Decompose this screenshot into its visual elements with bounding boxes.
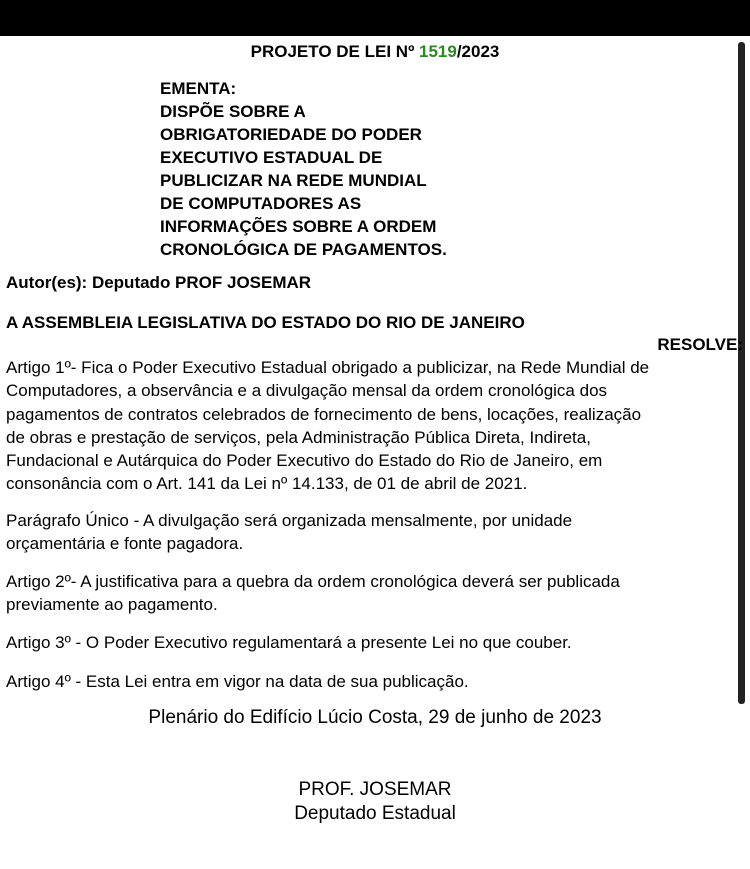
- signature-name: PROF. JOSEMAR: [298, 779, 452, 800]
- top-black-bar: [0, 0, 750, 36]
- ementa-line: CRONOLÓGICA DE PAGAMENTOS.: [160, 240, 447, 259]
- article-line: Artigo 2º- A justificativa para a quebra da ordem cronológica deverá ser publicada: [6, 572, 620, 591]
- article-line: orçamentária e fonte pagadora.: [6, 534, 244, 554]
- ementa-line: DISPÕE SOBRE A: [160, 102, 306, 121]
- article-3: [6, 631, 738, 654]
- assembly-heading: A ASSEMBLEIA LEGISLATIVA DO ESTADO DO RIO DE JANEIRO: [6, 313, 525, 332]
- ementa-line: INFORMAÇÕES SOBRE A ORDEM: [160, 217, 437, 236]
- paragrafo-unico: [6, 509, 738, 556]
- resolve-label: RESOLVE:: [657, 335, 743, 354]
- ementa-label: EMENTA:: [160, 79, 237, 98]
- article-2: [6, 570, 738, 617]
- ementa-line: PUBLICIZAR NA REDE MUNDIAL: [160, 171, 427, 190]
- article-line: Parágrafo Único - A divulgação será organizada mensalmente, por unidade: [6, 511, 573, 530]
- article-4: [6, 670, 738, 693]
- article-line: pagamentos de contratos celebrados de fornecimento de bens, locações, realização: [6, 404, 642, 424]
- article-line: Artigo 4º - Esta Lei entra em vigor na data de sua publicação.: [6, 672, 469, 691]
- bill-number: 1519: [419, 42, 457, 61]
- ementa-block: [160, 77, 580, 261]
- ementa-line: DE COMPUTADORES AS: [160, 194, 362, 213]
- article-1: [6, 356, 738, 496]
- author-line: Autor(es): Deputado PROF JOSEMAR: [6, 273, 312, 292]
- page-title: [0, 42, 750, 62]
- title-suffix: /2023: [456, 42, 500, 61]
- article-line: consonância com o Art. 141 da Lei nº 14.133, de 01 de abril de 2021.: [6, 474, 528, 494]
- article-line: previamente ao pagamento.: [6, 595, 218, 615]
- ementa-line: OBRIGATORIEDADE DO PODER: [160, 125, 422, 144]
- article-line: Artigo 1º- Fica o Poder Executivo Estadual obrigado a publicizar, na Rede Mundial de: [6, 358, 650, 377]
- title-prefix: PROJETO DE LEI Nº: [250, 42, 419, 61]
- scrollbar-thumb[interactable]: [738, 42, 745, 704]
- signature-role: Deputado Estadual: [294, 803, 456, 824]
- article-line: Fundacional e Autárquica do Poder Executivo do Estado do Rio de Janeiro, em: [6, 451, 603, 471]
- plenario-date-line: Plenário do Edifício Lúcio Costa, 29 de junho de 2023: [148, 707, 602, 728]
- ementa-line: EXECUTIVO ESTADUAL DE: [160, 148, 383, 167]
- article-line: de obras e prestação de serviços, pela Administração Pública Direta, Indireta,: [6, 427, 591, 447]
- article-line: Computadores, a observância e a divulgação mensal da ordem cronológica dos: [6, 381, 608, 401]
- article-line: Artigo 3º - O Poder Executivo regulamentará a presente Lei no que couber.: [6, 633, 572, 652]
